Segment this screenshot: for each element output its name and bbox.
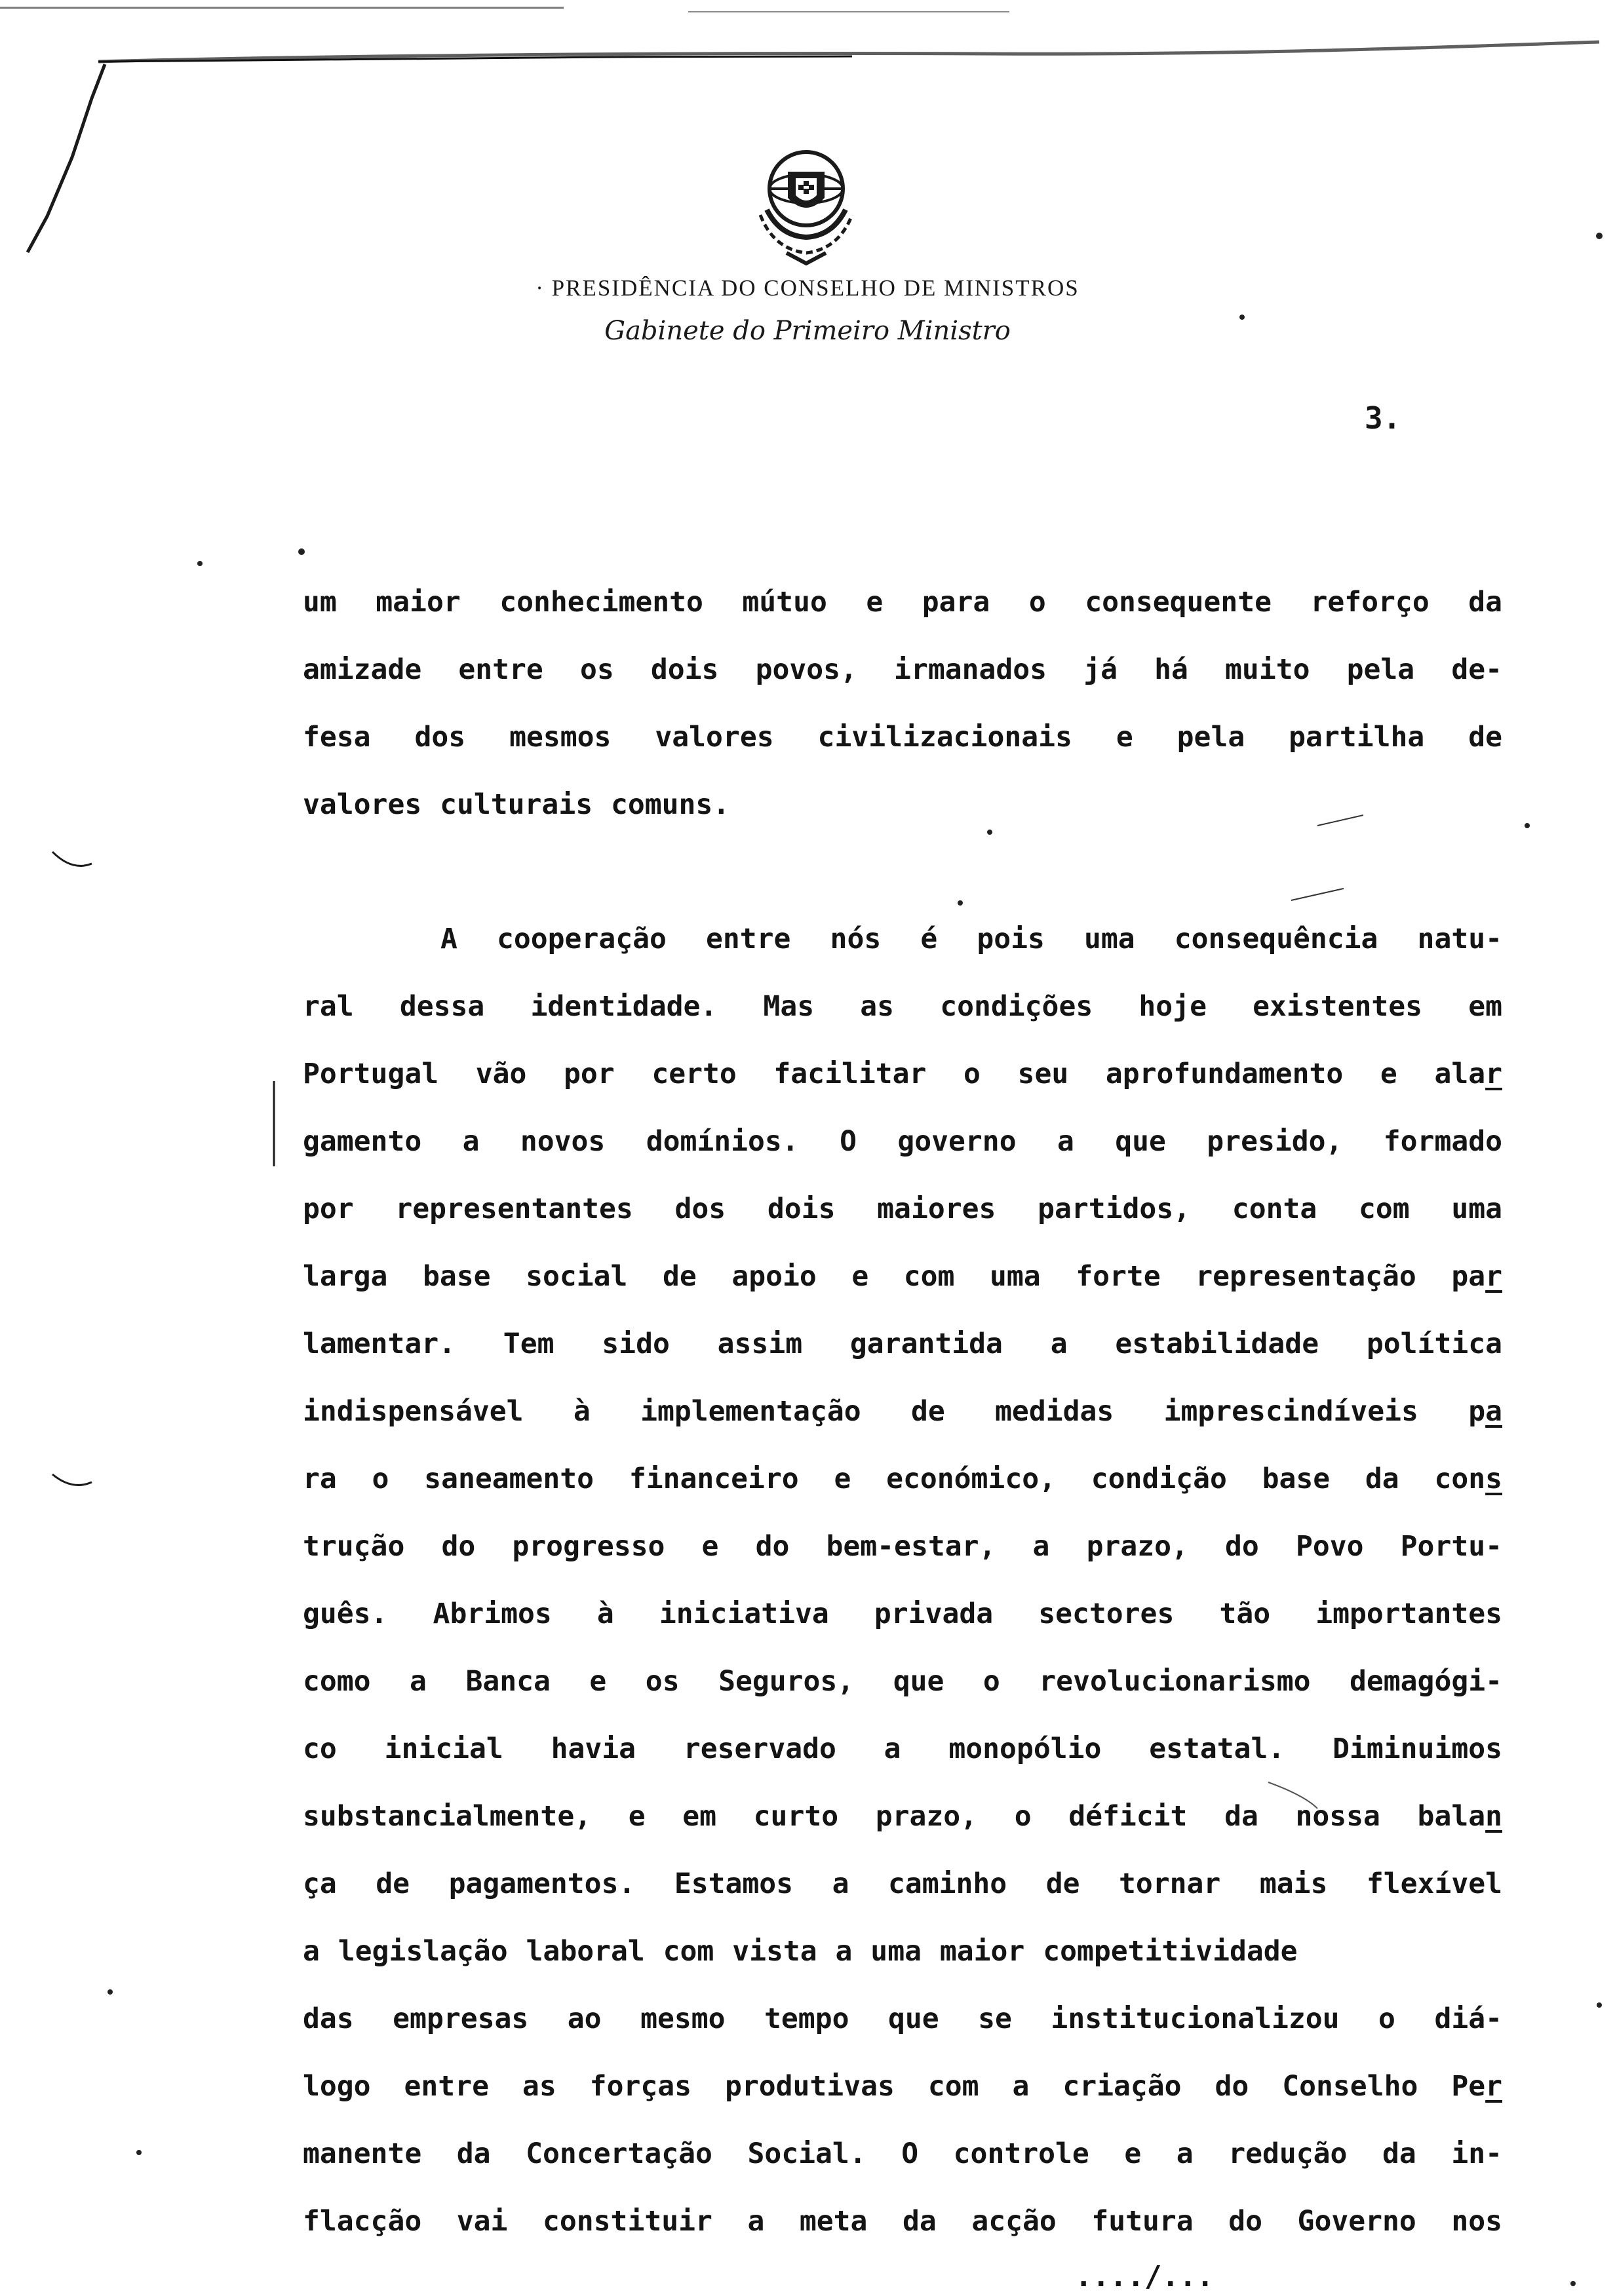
text-line	[303, 1393, 1502, 1430]
line-text: manente da Concertação Social. O controle e a redução da in-	[303, 2137, 1502, 2170]
line-text: co inicial havia reservado a monopólio estatal. Diminuimos	[303, 1732, 1502, 1765]
text-line	[303, 1258, 1502, 1295]
text-line: valores culturais comuns.	[303, 788, 730, 821]
text-line	[303, 2000, 1502, 2037]
line-text: guês. Abrimos à iniciativa privada sectores tão importantes	[303, 1598, 1502, 1630]
line-text: indispensável à implementação de medidas imprescindíveis p	[303, 1395, 1486, 1428]
text-line: amizade entre os dois povos, irmanados já há muito pela de-	[303, 653, 1502, 686]
text-line	[303, 1798, 1502, 1835]
line-text: ra o saneamento financeiro e económico, condição base da con	[303, 1463, 1486, 1495]
line-text: logo entre as forças produtivas com a criação do Conselho Pe	[303, 2070, 1486, 2103]
line-text: Portugal vão por certo facilitar o seu aprofundamento e ala	[303, 1058, 1486, 1090]
line-text: flacção vai constituir a meta da acção futura do Governo nos	[303, 2205, 1502, 2238]
text-line	[303, 1191, 1502, 1227]
text-line	[303, 1461, 1502, 1497]
hyphen-fragment: n	[1485, 1800, 1502, 1833]
line-text: A cooperação entre nós é pois uma consequência natu-	[440, 923, 1502, 955]
text-line	[303, 1866, 1502, 1902]
line-text: gamento a novos domínios. O governo a que presido, formado	[303, 1125, 1502, 1158]
text-line	[303, 1326, 1502, 1362]
text-line	[303, 1933, 1502, 1970]
text-line	[303, 1528, 1502, 1565]
line-text: das empresas ao mesmo tempo que se institucionalizou o diá-	[303, 2002, 1502, 2035]
line-text: ça de pagamentos. Estamos a caminho de tornar mais flexível	[303, 1867, 1502, 1900]
text-line	[303, 2068, 1502, 2105]
text-line	[303, 988, 1502, 1025]
text-line	[303, 1123, 1502, 1160]
line-text: substancialmente, e em curto prazo, o déficit da nossa bala	[303, 1800, 1486, 1833]
hyphen-fragment: r	[1485, 2070, 1502, 2103]
institution-title: · PRESIDÊNCIA DO CONSELHO DE MINISTROS	[535, 275, 1080, 301]
hyphen-fragment: a	[1485, 1395, 1502, 1428]
text-line: fesa dos mesmos valores civilizacionais e pela partilha de	[303, 721, 1502, 754]
text-line	[440, 921, 1502, 957]
line-text: lamentar. Tem sido assim garantida a estabilidade política	[303, 1328, 1502, 1360]
page-number: 3.	[1365, 400, 1401, 436]
line-text: a legislação laboral com vista a uma maior competitividade	[303, 1935, 1298, 1968]
line-text: por representantes dos dois maiores partidos, conta com uma	[303, 1193, 1502, 1225]
text-line	[303, 1596, 1502, 1632]
coat-of-arms-emblem	[741, 138, 872, 269]
hyphen-fragment: r	[1485, 1058, 1502, 1090]
text-line	[303, 2203, 1502, 2240]
line-text: trução do progresso e do bem-estar, a prazo, do Povo Portu-	[303, 1530, 1502, 1563]
text-line: um maior conhecimento mútuo e para o consequente reforço da	[303, 586, 1502, 619]
line-text: ral dessa identidade. Mas as condições hoje existentes em	[303, 990, 1502, 1023]
office-subtitle: Gabinete do Primeiro Ministro	[604, 316, 1011, 346]
hyphen-fragment: s	[1485, 1463, 1502, 1495]
text-line	[303, 1056, 1502, 1092]
hyphen-fragment: r	[1485, 1260, 1502, 1293]
text-line	[303, 2135, 1502, 2172]
line-text: larga base social de apoio e com uma forte representação pa	[303, 1260, 1486, 1293]
line-text: como a Banca e os Seguros, que o revolucionarismo demagógi-	[303, 1665, 1502, 1698]
text-line	[303, 1731, 1502, 1767]
continuation-marker: ..../...	[1075, 2261, 1214, 2293]
text-line	[303, 1663, 1502, 1700]
